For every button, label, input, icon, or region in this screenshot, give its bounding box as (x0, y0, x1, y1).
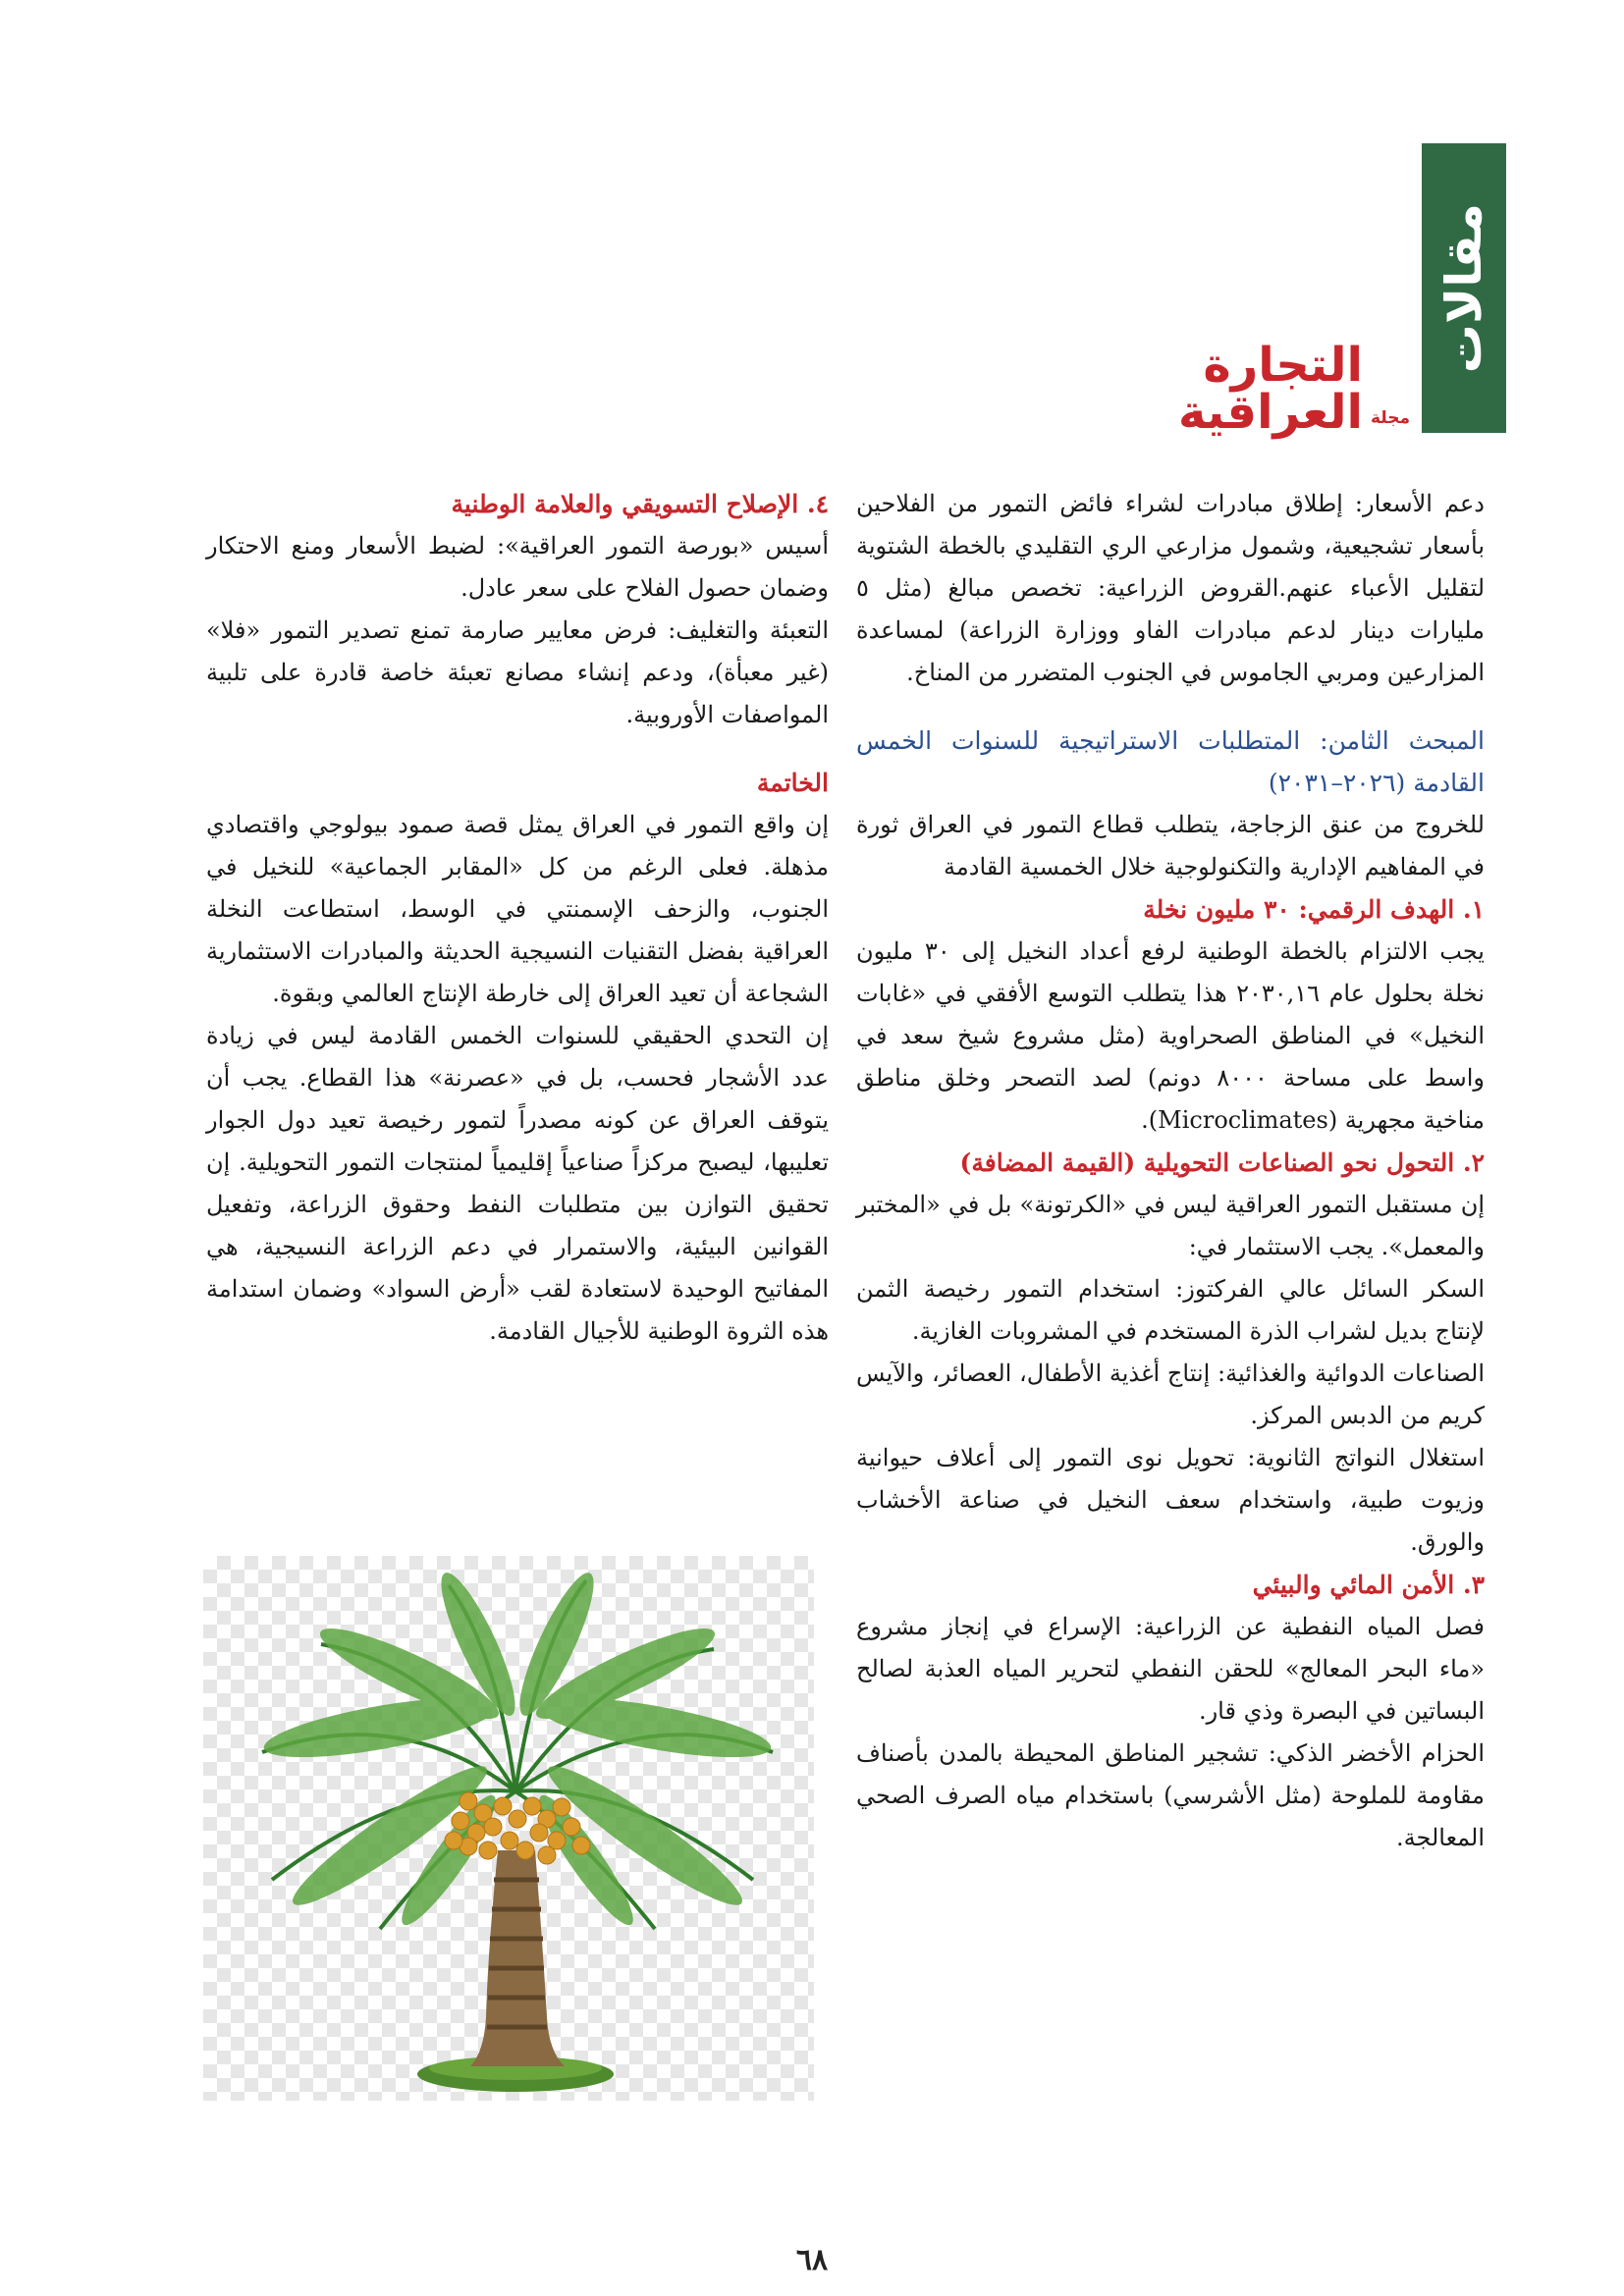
section8-heading: المبحث الثامن: المتطلبات الاستراتيجية للسنوات الخمس القادمة (٢٠٢٦–٢٠٣١) (856, 726, 1485, 797)
page-number: ٦٨ (795, 2243, 829, 2277)
item2-point-3: استغلال النواتج الثانوية: تحويل نوى التمور إلى أعلاف حيوانية وزيوت طبية، واستخدام سعف النخيل في صناعة الأخشاب والورق. (856, 1444, 1485, 1556)
item1-body: يجب الالتزام بالخطة الوطنية لرفع أعداد النخيل إلى ٣٠ مليون نخلة بحلول عام ٢٠٣٠,١٦ هذا يتطلب التوسع الأفقي في «غابات النخيل» في المناطق الصحراوية (مثل مشروع شيخ سعد في واسط على مساحة ٨٠٠٠ دونم) لصد التصحر وخلق مناطق مناخية مجهرية (Microclimates). (856, 937, 1485, 1134)
right-column (856, 483, 1485, 1859)
magazine-small-label: مجلة (1370, 408, 1410, 428)
item2-point-1: السكر السائل عالي الفركتوز: استخدام التمور رخيصة الثمن لإنتاج بديل لشراب الذرة المستخدم في المشروبات الغازية. (856, 1275, 1485, 1345)
item4-heading: ٤. الإصلاح التسويقي والعلامة الوطنية (451, 490, 829, 518)
item3-point-2: الحزام الأخضر الذكي: تشجير المناطق المحيطة بالمدن بأصناف مقاومة للملوحة (مثل الأشرسي) باستخدام مياه الصرف الصحي المعالجة. (856, 1739, 1485, 1851)
left-column (206, 483, 829, 1353)
item1-heading: ١. الهدف الرقمي: ٣٠ مليون نخلة (1143, 895, 1485, 924)
palm-tree-image (203, 1556, 814, 2101)
section-tab-label: مقالات (1435, 202, 1492, 374)
item4-point-1: أسيس «بورصة التمور العراقية»: لضبط الأسعار ومنع الاحتكار وضمان حصول الفلاح على سعر عادل. (206, 532, 829, 602)
item2-body: إن مستقبل التمور العراقية ليس في «الكرتونة» بل في «المختبر والمعمل». يجب الاستثمار في: (856, 1191, 1485, 1260)
item4-point-2: التعبئة والتغليف: فرض معايير صارمة تمنع تصدير التمور «فلا» (غير معبأة)، ودعم إنشاء مصانع تعبئة خاصة قادرة على تلبية المواصفات الأوروبية. (206, 616, 829, 728)
item3-heading: ٣. الأمن المائي والبيئي (1252, 1571, 1485, 1599)
section-tab (1422, 143, 1506, 433)
item2-heading: ٢. التحول نحو الصناعات التحويلية (القيمة المضافة) (959, 1148, 1485, 1177)
conclusion-paragraph-1: إن واقع التمور في العراق يمثل قصة صمود بيولوجي واقتصادي مذهلة. فعلى الرغم من كل «المقابر الجماعية» للنخيل في الجنوب، والزحف الإسمنتي في الوسط، استطاعت النخلة العراقية بفضل التقنيات النسيجية الحديثة والمبادرات الاستثمارية الشجاعة أن تعيد العراق إلى خارطة الإنتاج العالمي وبقوة. (206, 811, 829, 1007)
palm-tree-illustration (203, 1556, 814, 2101)
conclusion-heading: الخاتمة (756, 769, 829, 797)
section8-intro: للخروج من عنق الزجاجة، يتطلب قطاع التمور في العراق ثورة في المفاهيم الإدارية والتكنولوجية خلال الخمسية القادمة (856, 811, 1485, 881)
intro-paragraph: دعم الأسعار: إطلاق مبادرات لشراء فائض التمور من الفلاحين بأسعار تشجيعية، وشمول مزارعي الري التقليدي بالخطة الشتوية لتقليل الأعباء عنهم.القروض الزراعية: تخصص مبالغ (مثل ٥ مليارات دينار لدعم مبادرات الفاو ووزارة الزراعة) لمساعدة المزارعين ومربي الجاموس في الجنوب المتضرر من المناخ. (856, 490, 1485, 686)
magazine-masthead (1090, 338, 1410, 440)
conclusion-paragraph-2: إن التحدي الحقيقي للسنوات الخمس القادمة ليس في زيادة عدد الأشجار فحسب، بل في «عصرنة» هذا القطاع. يجب أن يتوقف العراق عن كونه مصدراً لتمور رخيصة تعيد دول الجوار تعليبها، ليصبح مركزاً صناعياً إقليمياً لمنتجات التمور التحويلية. إن تحقيق التوازن بين متطلبات النفط وحقوق الزراعة، وتفعيل القوانين البيئية، والاستمرار في دعم الزراعة النسيجية، هي المفاتيح الوحيدة لاستعادة لقب «أرض السواد» وضمان استدامة هذه الثروة الوطنية للأجيال القادمة. (206, 1022, 830, 1345)
magazine-title: التجارة العراقية (1177, 338, 1363, 440)
item2-point-2: الصناعات الدوائية والغذائية: إنتاج أغذية الأطفال، العصائر، والآيس كريم من الدبس المركز. (856, 1360, 1485, 1429)
item3-point-1: فصل المياه النفطية عن الزراعية: الإسراع في إنجاز مشروع «ماء البحر المعالج» للحقن النفطي لتحرير المياه العذبة لصالح البساتين في البصرة وذي قار. (856, 1613, 1485, 1725)
